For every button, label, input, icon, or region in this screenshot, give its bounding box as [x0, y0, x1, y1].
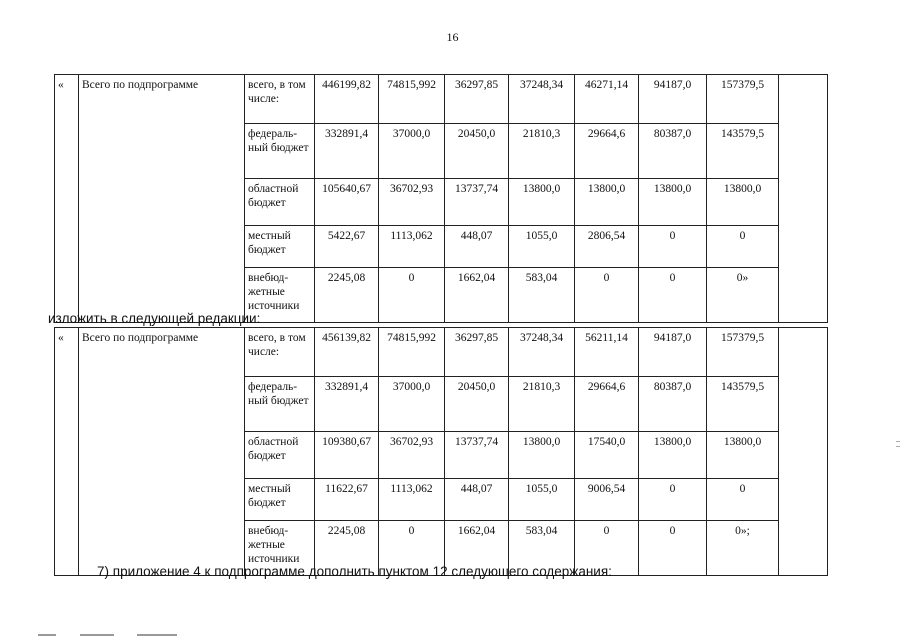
funding-source-label: федераль-ный бюджет: [245, 377, 315, 432]
funding-source-label: местный бюджет: [245, 479, 315, 521]
amount-cell: 448,07: [445, 226, 509, 268]
amount-cell: 13737,74: [445, 432, 509, 479]
amount-cell: 46271,14: [575, 75, 639, 124]
amount-cell: 13800,0: [509, 432, 575, 479]
amount-cell: 143579,5: [707, 377, 779, 432]
amount-cell: 2245,08: [315, 521, 379, 576]
footer-mark: [137, 634, 177, 636]
amount-cell: 13800,0: [707, 432, 779, 479]
amount-cell: 0: [639, 226, 707, 268]
amount-cell: 11622,67: [315, 479, 379, 521]
funding-source-label: внебюд-жетные источники: [245, 521, 315, 576]
amount-cell: 36297,85: [445, 328, 509, 377]
amount-cell: 36702,93: [379, 432, 445, 479]
amount-cell: 13800,0: [639, 432, 707, 479]
amount-cell: 0: [707, 479, 779, 521]
funding-source-label: областной бюджет: [245, 179, 315, 226]
page-number: 16: [446, 30, 459, 44]
open-quote-cell: «: [55, 328, 79, 576]
funding-source-label: областной бюджет: [245, 432, 315, 479]
amount-cell: 0: [379, 268, 445, 323]
amount-cell: 143579,5: [707, 124, 779, 179]
amount-cell: 94187,0: [639, 75, 707, 124]
amount-cell: 37248,34: [509, 328, 575, 377]
amount-cell: 157379,5: [707, 328, 779, 377]
amount-cell: 74815,992: [379, 328, 445, 377]
footer-mark: [80, 634, 114, 636]
amount-cell: 583,04: [509, 521, 575, 576]
amount-cell: 448,07: [445, 479, 509, 521]
amount-cell: 13800,0: [707, 179, 779, 226]
amount-cell: 21810,3: [509, 377, 575, 432]
amount-cell: 0: [379, 521, 445, 576]
amount-cell: 0»: [707, 268, 779, 323]
amount-cell: 37000,0: [379, 124, 445, 179]
funding-source-label: внебюд-жетные источники: [245, 268, 315, 323]
amount-cell: 2245,08: [315, 268, 379, 323]
amount-cell: 332891,4: [315, 124, 379, 179]
amount-cell: 56211,14: [575, 328, 639, 377]
open-quote-cell: «: [55, 75, 79, 323]
amount-cell: 0: [639, 268, 707, 323]
table-row: [55, 328, 828, 377]
amount-cell: 105640,67: [315, 179, 379, 226]
amount-cell: 80387,0: [639, 124, 707, 179]
program-label-cell: Всего по подпрограмме: [79, 328, 245, 576]
amount-cell: 109380,67: [315, 432, 379, 479]
empty-column-cell: [779, 75, 828, 323]
amount-cell: 37248,34: [509, 75, 575, 124]
table-row: [55, 75, 828, 124]
amount-cell: 37000,0: [379, 377, 445, 432]
budget-table-old: [54, 74, 828, 323]
amount-cell: 157379,5: [707, 75, 779, 124]
amount-cell: 446199,82: [315, 75, 379, 124]
amount-cell: 20450,0: [445, 124, 509, 179]
amount-cell: 0: [707, 226, 779, 268]
amount-cell: 1662,04: [445, 521, 509, 576]
amount-cell: 36297,85: [445, 75, 509, 124]
amount-cell: 21810,3: [509, 124, 575, 179]
amount-cell: 29664,6: [575, 377, 639, 432]
amount-cell: 13737,74: [445, 179, 509, 226]
edge-tick: [896, 441, 900, 442]
amount-cell: 0: [639, 479, 707, 521]
amount-cell: 80387,0: [639, 377, 707, 432]
budget-table-new: [54, 327, 828, 576]
amount-cell: 94187,0: [639, 328, 707, 377]
amount-cell: 13800,0: [639, 179, 707, 226]
empty-column-cell: [779, 328, 828, 576]
amount-cell: 1055,0: [509, 479, 575, 521]
program-label-cell: Всего по подпрограмме: [79, 75, 245, 323]
amount-cell: 13800,0: [575, 179, 639, 226]
amount-cell: 332891,4: [315, 377, 379, 432]
amount-cell: 0»;: [707, 521, 779, 576]
amount-cell: 0: [575, 521, 639, 576]
amount-cell: 2806,54: [575, 226, 639, 268]
amount-cell: 5422,67: [315, 226, 379, 268]
amount-cell: 20450,0: [445, 377, 509, 432]
amount-cell: 29664,6: [575, 124, 639, 179]
amount-cell: 1055,0: [509, 226, 575, 268]
amount-cell: 1662,04: [445, 268, 509, 323]
amount-cell: 0: [639, 521, 707, 576]
amount-cell: 1113,062: [379, 479, 445, 521]
amount-cell: 74815,992: [379, 75, 445, 124]
editorial-caption: изложить в следующей редакции:: [48, 311, 261, 326]
amount-cell: 0: [575, 268, 639, 323]
amount-cell: 1113,062: [379, 226, 445, 268]
amount-cell: 13800,0: [509, 179, 575, 226]
footer-mark: [38, 634, 56, 636]
funding-source-label: всего, в том числе:: [245, 75, 315, 124]
amendment-paragraph: 7) приложение 4 к подпрограмме дополнить пунктом 12 следующего содержания:: [97, 564, 612, 579]
funding-source-label: всего, в том числе:: [245, 328, 315, 377]
funding-source-label: федераль-ный бюджет: [245, 124, 315, 179]
amount-cell: 583,04: [509, 268, 575, 323]
amount-cell: 9006,54: [575, 479, 639, 521]
amount-cell: 456139,82: [315, 328, 379, 377]
amount-cell: 36702,93: [379, 179, 445, 226]
edge-tick: [896, 446, 900, 447]
amount-cell: 17540,0: [575, 432, 639, 479]
funding-source-label: местный бюджет: [245, 226, 315, 268]
